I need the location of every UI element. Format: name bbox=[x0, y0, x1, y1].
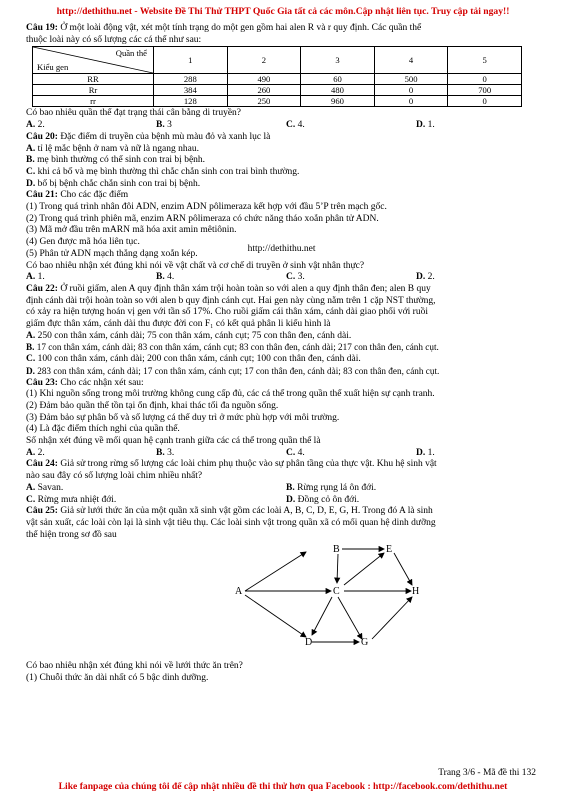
q22-stem: Câu 22: Ở ruồi giấm, alen A quy định thân xám trội hoàn toàn so với alen a quy định thân đen; alen B quy bbox=[26, 283, 431, 294]
option-d: D. 2. bbox=[416, 272, 435, 283]
q21-options bbox=[26, 272, 550, 284]
node-c: C bbox=[333, 586, 340, 598]
q21-item: (5) Phân tử ADN mạch thẳng dạng xoắn kép. http://dethithu.net bbox=[26, 243, 316, 259]
q22-option-d: D. 283 con thân xám, cánh dài; 17 con thân xám, cánh cụt; 17 con thân đen, cánh dài; 83 con thân đen, cánh cụt. bbox=[26, 365, 440, 376]
option-c: C. Rừng mưa nhiệt đới. bbox=[26, 494, 117, 505]
q22-stem-3: có xảy ra hiện tượng hoán vị gen với tần số 17%. Cho ruồi giấm cái thân xám, cánh dài giao phối với ruồi bbox=[26, 307, 428, 318]
site-header-link[interactable]: http://dethithu.net - Website Đề Thi Thử THPT Quốc Gia tất cả các môn.Cập nhật liên tục. Truy cập tải ngay!! bbox=[56, 6, 510, 17]
q23-item: (4) Là đặc điểm thích nghi của quần thể. bbox=[26, 424, 180, 435]
table-row: Rr 384 260 480 0 700 bbox=[33, 85, 522, 96]
q19-stem-2: thuộc loài này có số lượng các cá thể như sau: bbox=[26, 34, 202, 45]
q24-options-row1 bbox=[26, 483, 550, 495]
col-header: 4 bbox=[374, 47, 448, 74]
q25-stem: Câu 25: Giả sử lưới thức ăn của một quần xã sinh vật gồm các loài A, B, C, D, E, G, H. Trong đó A là sinh bbox=[26, 506, 433, 517]
col-header: 3 bbox=[301, 47, 375, 74]
node-a: A bbox=[235, 586, 243, 598]
q24-options-row2 bbox=[26, 495, 550, 507]
q19-question: Có bao nhiêu quần thể đạt trạng thái cân bằng di truyền? bbox=[26, 108, 242, 119]
q21-item: (2) Trong quá trình phiên mã, enzim ARN pôlimeraza có chức năng tháo xoắn phân tử ADN. bbox=[26, 213, 379, 224]
option-c: C. 4. bbox=[286, 447, 305, 458]
option-b: B. 4. bbox=[156, 272, 175, 283]
q21-item: (1) Trong quá trình nhân đôi ADN, enzim ADN pôlimeraza kết hợp với đầu 5’P trên mạch gốc. bbox=[26, 202, 387, 213]
exam-content bbox=[26, 23, 550, 685]
q25-stem-3: thể hiện trong sơ đồ sau bbox=[26, 529, 117, 540]
q25-question: Có bao nhiêu nhận xét đúng khi nói về lưới thức ăn trên? bbox=[26, 661, 243, 672]
q24-stem: Câu 24: Giả sử trong rừng số lượng các loài chim phụ thuộc vào sự phân tầng của thực vật. Khu hệ sinh vật bbox=[26, 459, 437, 470]
q22-stem-4: giấm đực thân xám, cánh dài thu được đời con F₁ có kết quả phân li kiểu hình là bbox=[26, 319, 331, 330]
q24-stem-2: nào sau đây có số lượng loài chim nhiều nhất? bbox=[26, 471, 203, 482]
col-header: 5 bbox=[448, 47, 522, 74]
option-a: A. 2. bbox=[26, 447, 45, 458]
q20-option-d: D. bố bị bệnh chắc chắn sinh con trai bị bệnh. bbox=[26, 178, 201, 189]
q20-option-c: C. khi cả bố và mẹ bình thường thì chắc chắn sinh con trai bình thường. bbox=[26, 166, 300, 177]
watermark-link[interactable]: http://dethithu.net bbox=[247, 243, 316, 254]
node-g: G bbox=[361, 637, 369, 649]
q23-item: (3) Đảm bảo sự phân bố và số lượng cá thể duy trì ở mức phù hợp với môi trường. bbox=[26, 412, 340, 423]
q23-options bbox=[26, 448, 550, 460]
option-c: C. 3. bbox=[286, 272, 305, 283]
q19-stem: Câu 19: Ở một loài động vật, xét một tính trạng do một gen gồm hai alen R và r quy định. Các quần thể bbox=[26, 23, 422, 33]
option-a: A. 1. bbox=[26, 272, 45, 283]
page-number: Trang 3/6 - Mã đề thi 132 bbox=[438, 768, 536, 778]
option-d: D. 1. bbox=[416, 447, 435, 458]
col-header: 2 bbox=[227, 47, 301, 74]
node-e: E bbox=[386, 544, 393, 556]
q23-question: Số nhận xét đúng về mối quan hệ cạnh tranh giữa các cá thể trong quần thể là bbox=[26, 436, 321, 447]
food-web-diagram bbox=[26, 541, 550, 661]
option-b: B. 3. bbox=[156, 447, 175, 458]
node-h: H bbox=[412, 586, 420, 598]
q23-stem: Câu 23: Cho các nhận xét sau: bbox=[26, 377, 144, 388]
node-d: D bbox=[305, 637, 313, 649]
col-header: 1 bbox=[154, 47, 228, 74]
q22-option-a: A. 250 con thân xám, cánh dài; 75 con thân xám, cánh cụt; 75 con thân đen, cánh dài. bbox=[26, 330, 352, 341]
table-row: rr 128 250 960 0 0 bbox=[33, 96, 522, 107]
q25-item: (1) Chuỗi thức ăn dài nhất có 5 bậc dinh dưỡng. bbox=[26, 673, 209, 684]
q23-item: (2) Đảm bảo quần thể tồn tại ổn định, khai thác tối đa nguồn sống. bbox=[26, 400, 279, 411]
q22-option-b: B. 17 con thân xám, cánh dài; 83 con thân xám, cánh cụt; 83 con thân đen, cánh dài; 217 con thân đen, cánh cụt. bbox=[26, 342, 439, 353]
option-d: D. Đồng cỏ ôn đới. bbox=[286, 494, 360, 505]
option-b: B. 3 bbox=[156, 120, 172, 131]
table-corner-header: Quần thể Kiểu gen bbox=[33, 47, 154, 74]
q23-item: (1) Khi nguồn sống trong môi trường không cung cấp đủ, các cá thể trong quần thể xuất hiện sự cạnh tranh. bbox=[26, 389, 435, 400]
node-b: B bbox=[333, 544, 340, 556]
q25-stem-2: vật sản xuất, các loài còn lại là sinh vật tiêu thụ. Các loài sinh vật trong quần xã có mối quan hệ dinh dưỡng bbox=[26, 517, 436, 528]
option-d: D. 1. bbox=[416, 120, 435, 131]
q21-question: Có bao nhiêu nhận xét đúng khi nói về vật chất và cơ chế di truyền ở sinh vật nhân thực? bbox=[26, 260, 365, 271]
option-a: A. 2. bbox=[26, 120, 45, 131]
q20-option-b: B. mẹ bình thường có thể sinh con trai bị bệnh. bbox=[26, 155, 206, 166]
q22-stem-2: định cánh dài trội hoàn toàn so với alen b quy định cánh cụt. Hai gen này cùng nằm trên 1 cặp NST thường, bbox=[26, 295, 436, 306]
q20-stem: Câu 20: Đặc điểm di truyền của bệnh mù màu đỏ và xanh lục là bbox=[26, 131, 271, 142]
option-c: C. 4. bbox=[286, 120, 305, 131]
q20-option-a: A. tỉ lệ mắc bệnh ở nam và nữ là ngang nhau. bbox=[26, 143, 199, 154]
genotype-table bbox=[32, 46, 522, 107]
q21-stem: Câu 21: Cho các đặc điểm bbox=[26, 190, 129, 201]
option-b: B. Rừng rụng lá ôn đới. bbox=[286, 482, 377, 493]
q21-item: (3) Mã mở đầu trên mARN mã hóa axit amin mêtiônin. bbox=[26, 225, 237, 236]
footer-facebook-link[interactable]: Like fanpage của chúng tôi để cập nhật nhiều đề thi thử hơn qua Facebook : http://facebook.com/dethithu.net bbox=[58, 781, 508, 792]
q19-options bbox=[26, 120, 550, 132]
q22-option-c: C. 100 con thân xám, cánh dài; 200 con thân xám, cánh cụt; 100 con thân đen, cánh dài. bbox=[26, 354, 361, 365]
option-a: A. Savan. bbox=[26, 482, 64, 493]
q21-item: (4) Gen được mã hóa liên tục. bbox=[26, 237, 140, 248]
table-row: RR 288 490 60 500 0 bbox=[33, 74, 522, 85]
